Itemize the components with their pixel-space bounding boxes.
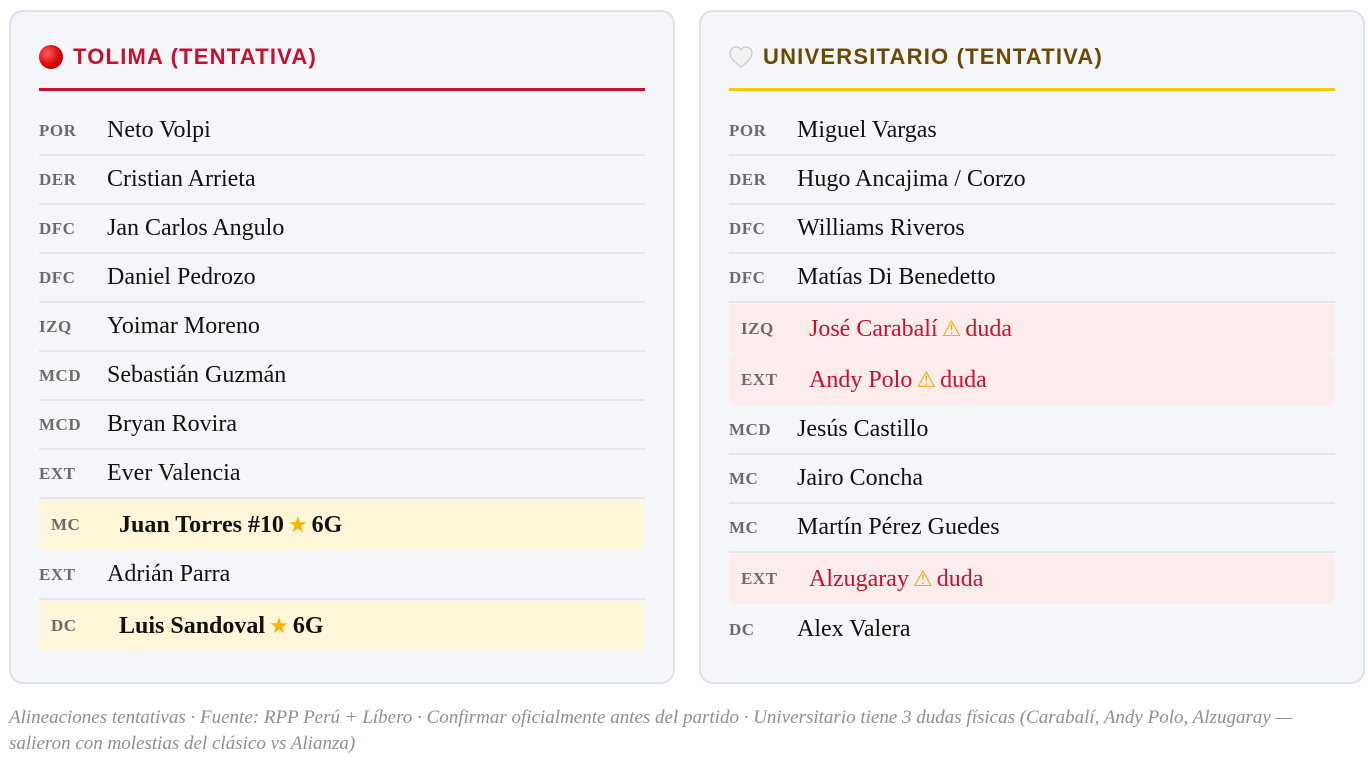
player-row — [39, 551, 645, 600]
player-row — [729, 406, 1335, 455]
player-position: DFC — [39, 218, 76, 238]
universitario-lineup-card — [699, 10, 1365, 684]
white-heart-icon — [729, 46, 753, 68]
player-name — [119, 512, 342, 539]
player-name: Cristian Arrieta — [107, 166, 256, 192]
player-name — [809, 316, 1012, 343]
player-name-text: José Carabalí — [809, 315, 938, 342]
player-name: Martín Pérez Guedes — [797, 514, 1000, 540]
warning-icon: ⚠ — [912, 566, 933, 592]
player-name: Jan Carlos Angulo — [107, 215, 285, 241]
player-name: Jairo Concha — [797, 465, 923, 491]
player-row — [39, 254, 645, 303]
warning-icon: ⚠ — [941, 316, 962, 342]
player-name: Yoimar Moreno — [107, 313, 260, 339]
player-position: EXT — [39, 564, 76, 584]
player-position: MCD — [39, 365, 82, 385]
player-position: IZQ — [39, 316, 72, 336]
player-name: Alex Valera — [797, 616, 911, 642]
player-row — [39, 205, 645, 254]
doubt-label: duda — [936, 565, 984, 592]
player-name: Bryan Rovira — [107, 411, 237, 437]
player-name: Sebastián Guzmán — [107, 362, 287, 388]
doubtful-player-row — [729, 304, 1335, 354]
player-name: Neto Volpi — [107, 117, 211, 143]
player-name-text: Luis Sandoval — [119, 612, 266, 639]
player-name: Ever Valencia — [107, 460, 241, 486]
player-row — [39, 107, 645, 156]
universitario-roster — [729, 107, 1335, 654]
player-name-text: Juan Torres #10 — [119, 511, 284, 538]
player-position: EXT — [741, 569, 778, 588]
player-row — [729, 156, 1335, 205]
player-row — [39, 156, 645, 205]
doubt-label: duda — [940, 366, 987, 393]
star-icon: ★ — [269, 613, 289, 639]
player-row — [729, 254, 1335, 303]
player-position: IZQ — [741, 319, 774, 338]
player-row — [39, 450, 645, 499]
player-position: DC — [729, 619, 755, 639]
player-row — [729, 205, 1335, 254]
tolima-lineup-card — [9, 10, 675, 684]
player-name: Matías Di Benedetto — [797, 264, 996, 290]
player-row — [729, 605, 1335, 654]
player-name: Hugo Ancajima / Corzo — [797, 166, 1026, 192]
player-row — [39, 303, 645, 352]
player-name-text: Andy Polo — [809, 366, 913, 393]
star-icon: ★ — [287, 512, 308, 538]
player-position: MC — [51, 515, 81, 534]
red-circle-icon — [39, 45, 63, 69]
doubtful-player-row — [729, 355, 1335, 405]
player-row — [729, 107, 1335, 156]
star-player-row — [39, 500, 645, 550]
footnote: Alineaciones tentativas · Fuente: RPP Perú + Líbero · Confirmar oficialmente antes del partido · Universitario tiene 3 dudas físicas (Carabalí, Andy Polo, Alzugaray — salieron con molestias del clásico vs Alianza) — [9, 707, 1293, 754]
player-row — [39, 352, 645, 401]
tolima-header — [39, 40, 645, 91]
player-name: Williams Riveros — [797, 215, 965, 241]
player-name: Daniel Pedrozo — [107, 264, 256, 290]
star-player-row — [39, 601, 645, 651]
player-name — [809, 566, 983, 593]
player-position: EXT — [741, 370, 778, 389]
player-position: EXT — [39, 463, 76, 483]
player-row — [39, 401, 645, 450]
universitario-title: UNIVERSITARIO (TENTATIVA) — [763, 44, 1104, 69]
doubt-label: duda — [965, 315, 1013, 342]
player-position: MC — [729, 517, 759, 537]
player-name — [119, 613, 323, 640]
player-position: DER — [39, 169, 77, 189]
player-row — [729, 455, 1335, 504]
player-position: MCD — [729, 419, 772, 439]
player-name: Miguel Vargas — [797, 117, 937, 143]
player-position: MC — [729, 468, 759, 488]
player-position: DFC — [729, 218, 766, 238]
goals-count: 6G — [292, 612, 324, 639]
player-row — [729, 504, 1335, 553]
player-name: Jesús Castillo — [797, 416, 929, 442]
player-position: DC — [51, 616, 77, 635]
tolima-title: TOLIMA (TENTATIVA) — [73, 44, 318, 69]
goals-count: 6G — [311, 511, 343, 538]
player-name: Adrián Parra — [107, 561, 231, 587]
player-position: DER — [729, 169, 767, 189]
warning-icon: ⚠ — [916, 367, 937, 393]
player-position: DFC — [39, 267, 76, 287]
player-position: POR — [39, 120, 77, 140]
player-position: MCD — [39, 414, 82, 434]
player-position: DFC — [729, 267, 766, 287]
player-position: POR — [729, 120, 767, 140]
universitario-header — [729, 40, 1335, 91]
player-name — [809, 367, 987, 394]
tolima-roster — [39, 107, 645, 651]
doubtful-player-row — [729, 554, 1335, 604]
player-name-text: Alzugaray — [809, 565, 909, 592]
